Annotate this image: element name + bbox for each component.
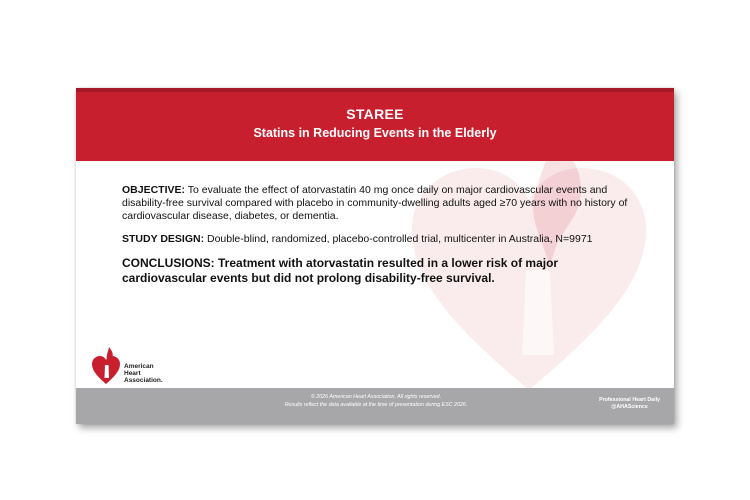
slide-footer [76, 388, 674, 424]
heart-torch-icon [90, 346, 122, 386]
conclusions-paragraph [122, 256, 642, 285]
footer-brand-line-1: Professional Heart Daily [599, 397, 660, 403]
footer-note: Results reflect the data available at the time of presentation during ESC 2026. [284, 401, 468, 408]
conclusions-label: CONCLUSIONS: [122, 256, 215, 270]
slide-body [122, 184, 642, 285]
footer-copyright: © 2026 American Heart Association. All rights reserved. [310, 394, 442, 400]
logo-wordmark [124, 363, 163, 384]
study-design-paragraph [122, 233, 642, 246]
slide [76, 88, 674, 424]
footer-notice [226, 394, 526, 409]
logo-line-1: American [124, 363, 154, 370]
slide-header [76, 88, 674, 161]
slide-subtitle: Statins in Reducing Events in the Elderly [253, 126, 497, 140]
study-design-text: Double-blind, randomized, placebo-controlled trial, multicenter in Australia, N=9971 [207, 233, 593, 245]
logo-line-2: Heart [124, 370, 141, 377]
footer-brand [599, 397, 660, 411]
logo-line-3: Association. [124, 377, 163, 384]
footer-brand-line-2: @AHAScience [611, 404, 648, 410]
objective-label: OBJECTIVE: [122, 184, 186, 196]
conclusions-text: Treatment with atorvastatin resulted in a lower risk of major cardiovascular events but did not prolong disability-free survival. [122, 256, 559, 285]
aha-logo [90, 346, 180, 390]
objective-text: To evaluate the effect of atorvastatin 40 mg once daily on major cardiovascular events and disability-free survival compared with placebo in community-dwelling adults aged ≥70 years with no history of cardiovascular disease, diabetes, or dementia. [122, 184, 628, 222]
slide-title: STAREE [346, 106, 404, 122]
objective-paragraph [122, 184, 642, 223]
study-design-label: STUDY DESIGN: [122, 233, 205, 245]
